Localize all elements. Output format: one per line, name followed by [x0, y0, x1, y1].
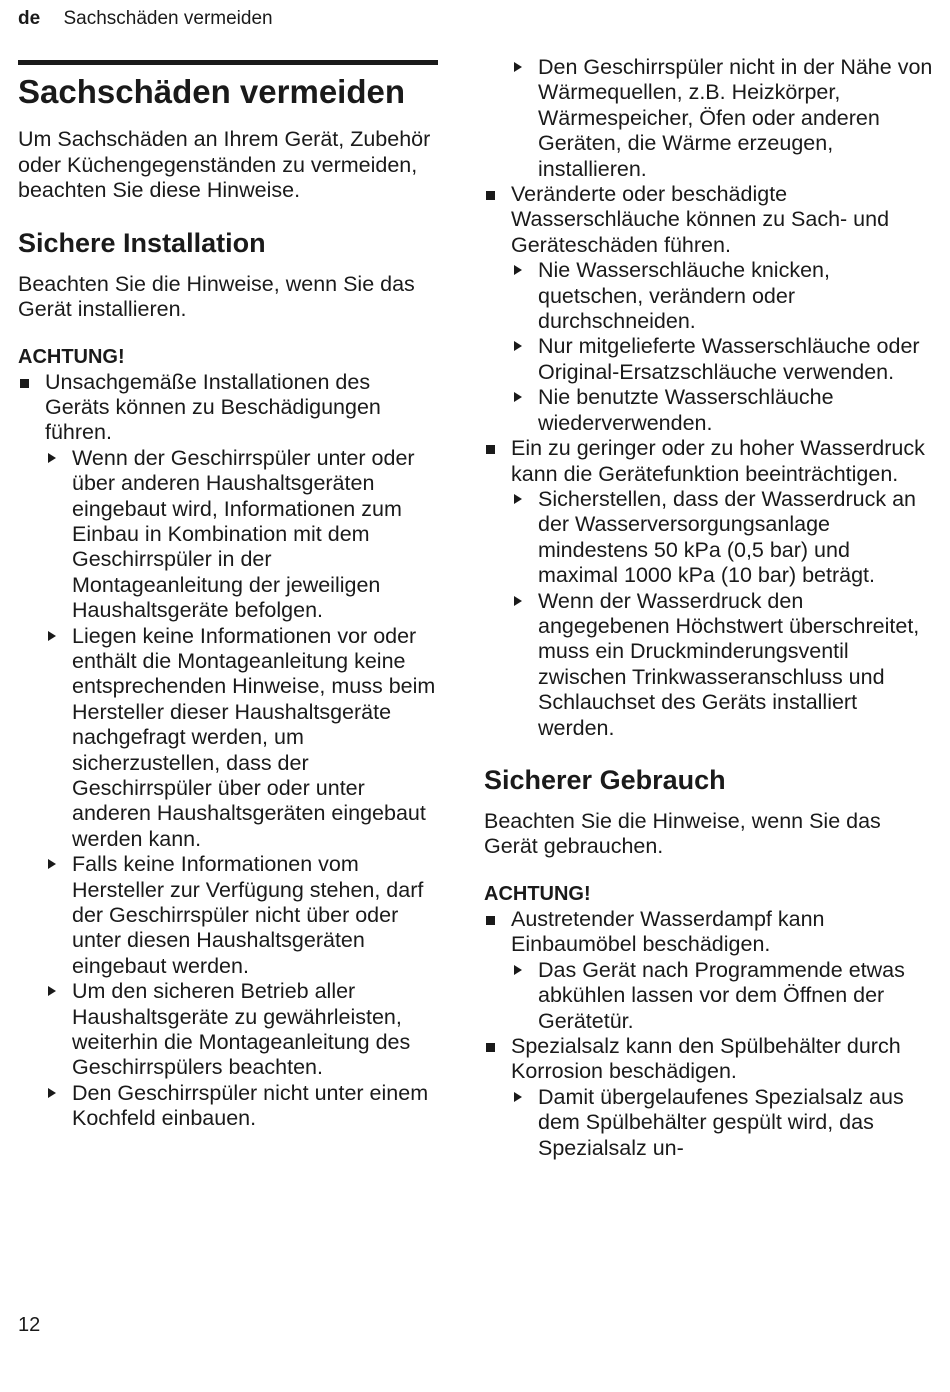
triangle-bullet-icon	[48, 1088, 56, 1098]
title-rule	[18, 60, 438, 65]
square-bullet-icon	[486, 1043, 495, 1052]
section-heading-usage: Sicherer Gebrauch	[484, 764, 726, 795]
triangle-bullet-icon	[514, 965, 522, 975]
sub-list	[511, 1085, 934, 1161]
language-tag: de	[18, 8, 41, 29]
intro-paragraph: Um Sachschäden an Ihrem Gerät, Zubehör oder Küchengegenständen zu vermeiden, beachten Sie diese Hinweise.	[18, 127, 431, 202]
sub-list-item	[511, 334, 934, 385]
triangle-bullet-icon	[514, 596, 522, 606]
installation-list	[18, 370, 438, 1132]
usage-list	[484, 907, 934, 1161]
sub-list-item-text: Um den sicheren Betrieb aller Haushaltsgeräte zu gewährleisten, weiterhin die Montageanleitung des Geschirrspülers beachten.	[72, 979, 411, 1080]
sub-list-item-text: Nur mitgelieferte Wasserschläuche oder Original-Ersatzschläuche verwenden.	[538, 334, 920, 384]
usage-intro: Beachten Sie die Hinweise, wenn Sie das Gerät gebrauchen.	[484, 808, 881, 859]
page-number: 12	[18, 1314, 41, 1336]
list-item	[484, 1034, 934, 1161]
list-item	[18, 370, 438, 1132]
sub-list-item	[511, 589, 934, 741]
list-item	[484, 907, 934, 1034]
sub-list-item-text: Nie benutzte Wasserschläuche wiederverwenden.	[538, 385, 834, 435]
triangle-bullet-icon	[514, 341, 522, 351]
triangle-bullet-icon	[48, 631, 56, 641]
sub-list-item	[511, 385, 934, 436]
sub-list-item	[45, 852, 438, 979]
continued-sub-list	[511, 55, 934, 182]
list-item-text: Ein zu geringer oder zu hoher Wasserdruck kann die Gerätefunktion beeinträchtigen.	[511, 436, 925, 486]
sub-list-item	[511, 1085, 934, 1161]
sub-list-item	[45, 1081, 438, 1132]
sub-list-item-text: Das Gerät nach Programmende etwas abkühlen lassen vor dem Öffnen der Gerätetür.	[538, 957, 905, 1033]
list-item	[484, 182, 934, 436]
list-item-text: Spezialsalz kann den Spülbehälter durch Korrosion beschädigen.	[511, 1034, 901, 1084]
square-bullet-icon	[486, 445, 495, 454]
sub-list-item-text: Sicherstellen, dass der Wasserdruck an der Wasserversorgungsanlage mindestens 50 kPa (0,5 bar) und maximal 1000 kPa (10 bar) beträgt.	[538, 486, 917, 588]
list-item-text: Unsachgemäße Installationen des Geräts können zu Beschädigungen führen.	[45, 369, 381, 445]
page-title: Sachschäden vermeiden	[18, 73, 406, 110]
sub-list-item-text: Falls keine Informationen vom Hersteller zur Verfügung stehen, darf der Geschirrspüler nicht über oder unter diesen Haushaltsgeräten eingebaut werden.	[72, 852, 424, 978]
installation-list-continued	[484, 182, 934, 741]
header-title: Sachschäden vermeiden	[63, 8, 273, 29]
sub-list-item	[511, 958, 934, 1034]
warning-label: ACHTUNG!	[18, 345, 125, 368]
sub-list-item	[45, 624, 438, 853]
sub-list-item-text: Nie Wasserschläuche knicken, quetschen, verändern oder durchschneiden.	[538, 258, 830, 334]
triangle-bullet-icon	[48, 859, 56, 869]
page-header	[18, 8, 273, 30]
sub-list-item-text: Wenn der Wasserdruck den angegebenen Höchstwert überschreitet, muss ein Druckminderungsventil zwischen Trinkwasseranschluss und Schlauchset des Geräts installiert werden.	[538, 588, 920, 740]
square-bullet-icon	[486, 916, 495, 925]
right-column	[484, 55, 934, 1161]
section-heading-installation: Sichere Installation	[18, 227, 266, 258]
triangle-bullet-icon	[514, 494, 522, 504]
list-item	[484, 436, 934, 741]
sub-list	[511, 258, 934, 436]
triangle-bullet-icon	[48, 453, 56, 463]
square-bullet-icon	[486, 191, 495, 200]
list-item-text: Austretender Wasserdampf kann Einbaumöbel beschädigen.	[511, 906, 825, 957]
installation-intro: Beachten Sie die Hinweise, wenn Sie das Gerät installieren.	[18, 271, 415, 321]
sub-list-item-text: Liegen keine Informationen vor oder enthält die Montageanleitung keine entsprechenden Hinweise, muss beim Hersteller dieser Haushaltsgeräte nachgefragt werden, um sicherzustellen, dass der Geschirrspüler über oder unter anderen Haushaltsgeräten eingebaut werden kann.	[72, 623, 436, 851]
sub-list-item	[45, 979, 438, 1081]
triangle-bullet-icon	[514, 62, 522, 72]
list-item-text: Veränderte oder beschädigte Wasserschläuche können zu Sach- und Geräteschäden führen.	[511, 182, 890, 257]
sub-list-item	[45, 446, 438, 624]
left-column	[18, 60, 438, 1132]
sub-list-item-text: Den Geschirrspüler nicht in der Nähe von Wärmequellen, z.B. Heizkörper, Wärmespeicher, Öfen oder anderen Geräten, die Wärme erzeugen, installieren.	[538, 55, 933, 181]
triangle-bullet-icon	[514, 392, 522, 402]
sub-list-item	[511, 258, 934, 334]
sub-list	[511, 958, 934, 1034]
warning-label: ACHTUNG!	[484, 882, 591, 905]
sub-list-item-text: Den Geschirrspüler nicht unter einem Kochfeld einbauen.	[72, 1080, 429, 1131]
sub-list-item	[511, 55, 934, 182]
square-bullet-icon	[20, 379, 29, 388]
triangle-bullet-icon	[514, 1092, 522, 1102]
sub-list	[45, 446, 438, 1132]
sub-list	[511, 487, 934, 741]
sub-list-item-text: Wenn der Geschirrspüler unter oder über anderen Haushaltsgeräten eingebaut wird, Informationen zum Einbau in Kombination mit dem Geschirrspüler in der Montageanleitung der jeweiligen Haushaltsgeräte befolgen.	[72, 445, 415, 623]
sub-list-item-text: Damit übergelaufenes Spezialsalz aus dem Spülbehälter gespült wird, das Spezialsalz un-	[538, 1084, 904, 1160]
triangle-bullet-icon	[48, 986, 56, 996]
sub-list-item	[511, 487, 934, 589]
triangle-bullet-icon	[514, 265, 522, 275]
